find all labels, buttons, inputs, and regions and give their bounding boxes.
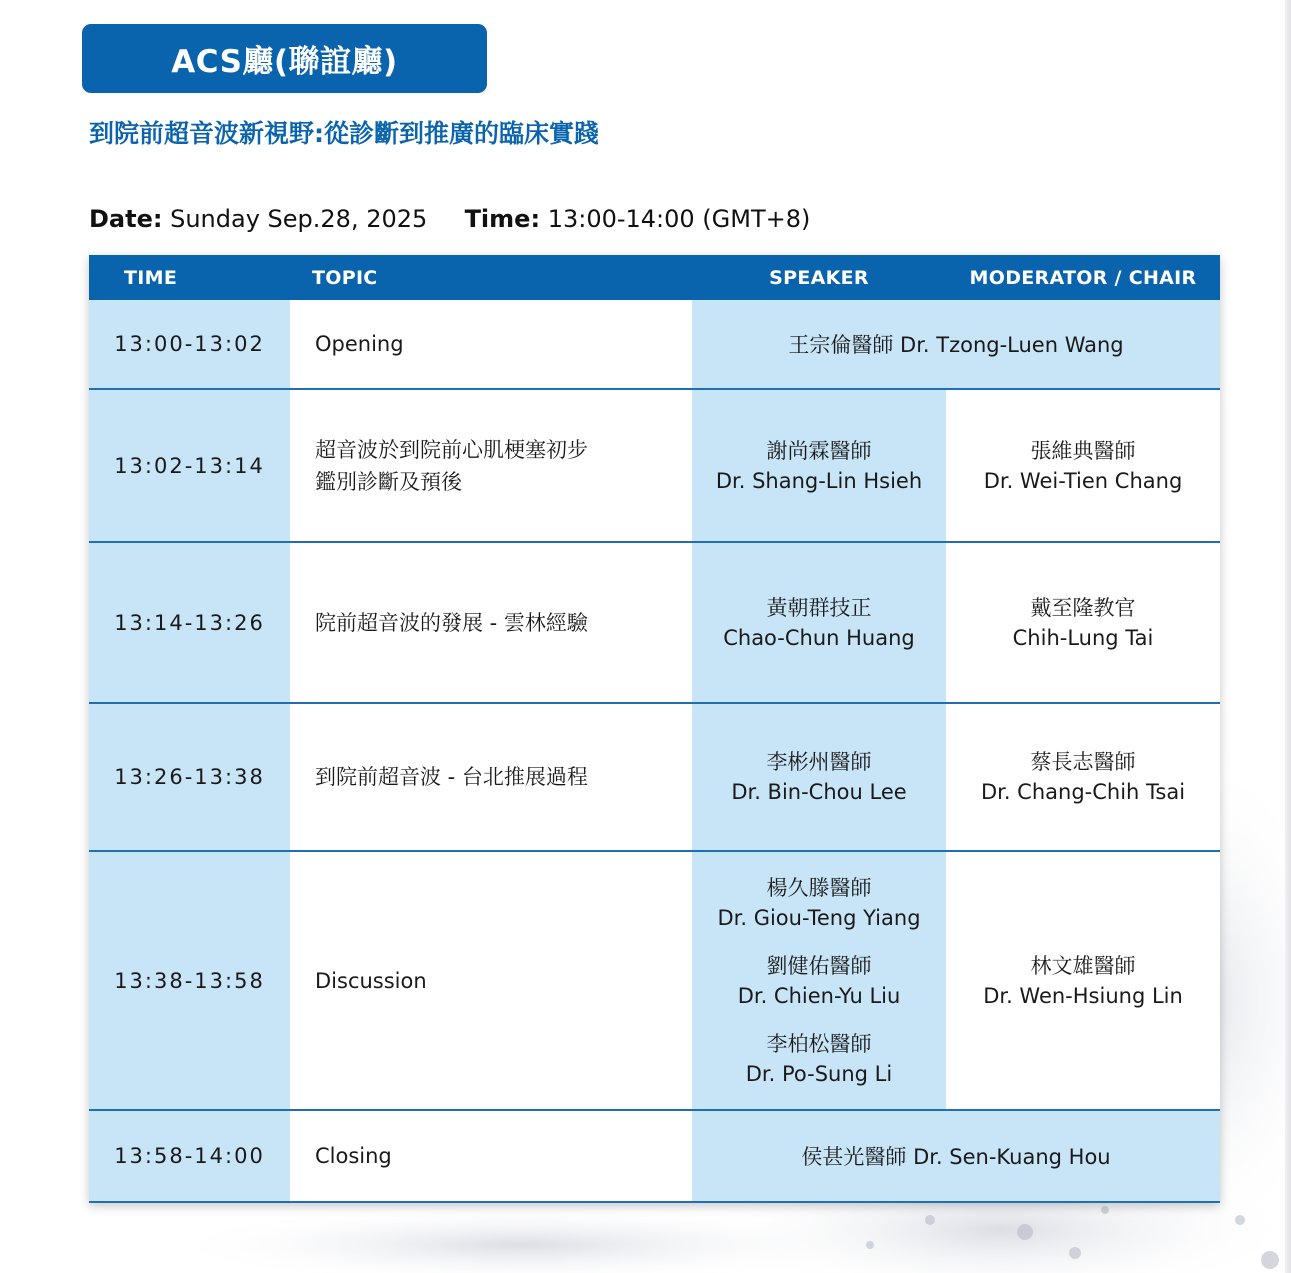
moderator-name-en: Chih-Lung Tai <box>1012 625 1154 650</box>
speaker-merged-cell: 侯甚光醫師 Dr. Sen-Kuang Hou <box>692 1110 1220 1202</box>
topic-cell <box>290 851 692 1110</box>
topic-text: 鑑別診斷及預後 <box>315 469 462 494</box>
date-time-line <box>89 205 810 233</box>
moderator-name-en: Dr. Wei-Tien Chang <box>983 468 1183 493</box>
date-label: Date: <box>89 205 163 233</box>
speaker <box>692 436 946 496</box>
table-row <box>89 542 1220 703</box>
column-header-topic: TOPIC <box>290 255 692 300</box>
time-cell: 13:14-13:26 <box>89 542 290 703</box>
speaker <box>692 873 946 933</box>
speaker-name-en: Dr. Shang-Lin Hsieh <box>715 468 923 493</box>
topic-text: 院前超音波的發展 - 雲林經驗 <box>315 610 588 635</box>
speaker-name-zh: 劉健佑醫師 <box>766 953 872 978</box>
moderator-cell <box>946 542 1220 703</box>
schedule-table <box>89 255 1220 1203</box>
moderator-cell <box>946 851 1220 1110</box>
topic-cell <box>290 389 692 542</box>
speaker-name-zh: 黃朝群技正 <box>766 595 872 620</box>
table-row <box>89 851 1220 1110</box>
speaker-name-en: Dr. Po-Sung Li <box>745 1061 893 1086</box>
moderator-cell <box>946 389 1220 542</box>
moderator-name-zh: 張維典醫師 <box>1030 438 1136 463</box>
topic-text: 到院前超音波 - 台北推展過程 <box>315 765 588 789</box>
moderator-name-zh: 戴至隆教官 <box>1030 595 1136 620</box>
moderator-name-zh: 林文雄醫師 <box>1030 953 1136 978</box>
speaker <box>692 951 946 1011</box>
session-title: 到院前超音波新視野:從診斷到推廣的臨床實踐 <box>89 119 599 148</box>
moderator-name-en: Dr. Chang-Chih Tsai <box>980 780 1186 804</box>
topic-cell <box>290 1110 692 1202</box>
speaker-name-en: Dr. Chien-Yu Liu <box>737 983 901 1008</box>
speaker-name-zh: 李彬州醫師 <box>766 750 872 774</box>
speaker-cell <box>692 389 946 542</box>
table-row <box>89 1110 1220 1202</box>
moderator-cell <box>946 703 1220 851</box>
time-value: 13:00-14:00 (GMT+8) <box>547 205 811 233</box>
time-cell: 13:02-13:14 <box>89 389 290 542</box>
speaker-name-en: Dr. Giou-Teng Yiang <box>717 905 921 930</box>
column-header-moderator: MODERATOR / CHAIR <box>946 255 1220 300</box>
column-header-time: TIME <box>89 255 290 300</box>
moderator-name-en: Dr. Wen-Hsiung Lin <box>983 983 1183 1008</box>
hall-badge: ACS廳(聯誼廳) <box>82 24 487 93</box>
topic-cell <box>290 703 692 851</box>
speaker-merged-cell: 王宗倫醫師 Dr. Tzong-Luen Wang <box>692 300 1220 389</box>
speaker-name-zh: 李柏松醫師 <box>766 1031 872 1056</box>
time-cell: 13:00-13:02 <box>89 300 290 389</box>
speaker-cell <box>692 703 946 851</box>
topic-cell <box>290 300 692 389</box>
speaker <box>692 1029 946 1089</box>
table-header-row <box>89 255 1220 300</box>
speaker-name-en: Chao-Chun Huang <box>723 625 915 650</box>
column-header-speaker: SPEAKER <box>692 255 946 300</box>
date-value: Sunday Sep.28, 2025 <box>170 205 428 233</box>
time-cell: 13:26-13:38 <box>89 703 290 851</box>
time-cell: 13:38-13:58 <box>89 851 290 1110</box>
topic-text: Discussion <box>315 968 427 993</box>
speaker-name-en: Dr. Bin-Chou Lee <box>731 780 907 804</box>
speaker <box>692 747 946 807</box>
table-row <box>89 703 1220 851</box>
moderator-name-zh: 蔡長志醫師 <box>1030 750 1136 774</box>
time-cell: 13:58-14:00 <box>89 1110 290 1202</box>
table-row <box>89 389 1220 542</box>
topic-cell <box>290 542 692 703</box>
topic-text: 超音波於到院前心肌梗塞初步 <box>315 437 588 462</box>
topic-text: Closing <box>315 1144 392 1168</box>
topic-text: Opening <box>315 332 404 356</box>
speaker <box>692 593 946 653</box>
speaker-cell <box>692 851 946 1110</box>
speaker-name-zh: 楊久滕醫師 <box>766 875 872 900</box>
page-edge <box>1285 0 1291 1273</box>
speaker-name-zh: 謝尚霖醫師 <box>766 438 872 463</box>
time-label: Time: <box>464 205 541 233</box>
speaker-cell <box>692 542 946 703</box>
table-row <box>89 300 1220 389</box>
